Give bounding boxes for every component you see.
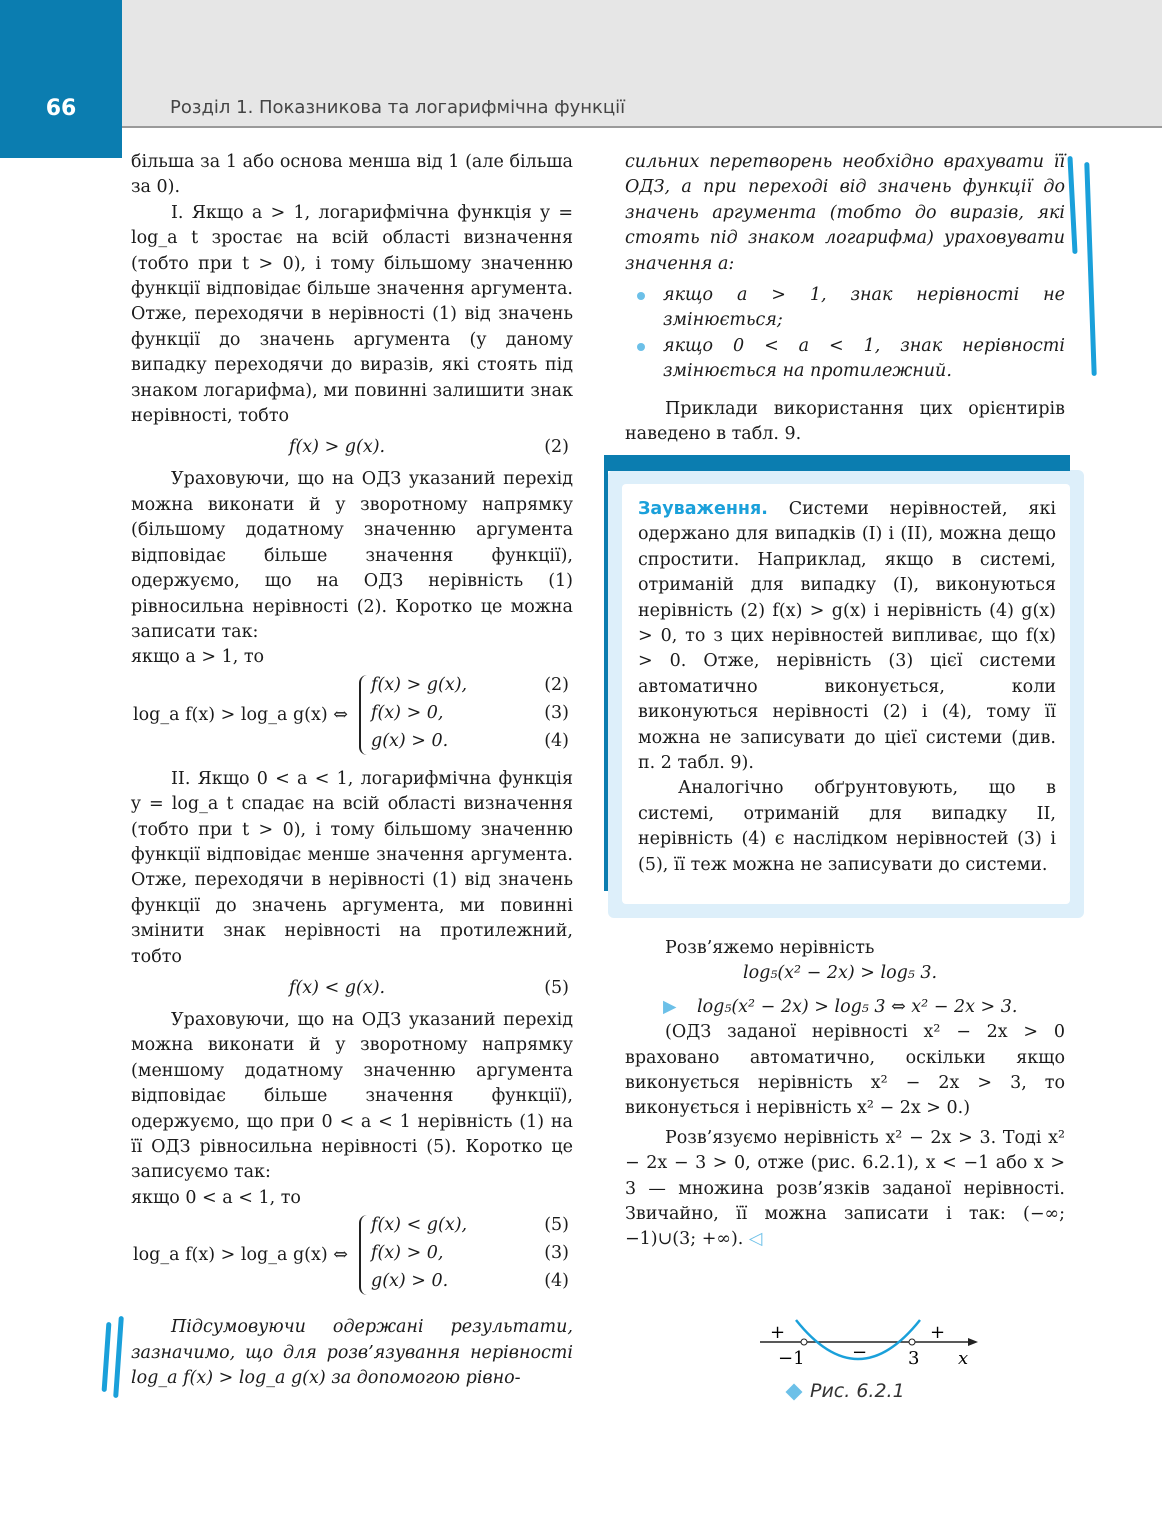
equation-number: (2) xyxy=(544,437,569,458)
system-brace xyxy=(359,1215,371,1295)
bullet-item: якщо a > 1, знак нерівності не змінюється; xyxy=(625,283,1065,334)
note-content xyxy=(638,497,1056,878)
system-row: f(x) > g(x), xyxy=(371,674,468,695)
equation-number: (5) xyxy=(544,977,569,998)
example-block xyxy=(625,936,1065,1253)
left-column xyxy=(131,150,573,1391)
equation-number: (5) xyxy=(544,1215,569,1236)
paragraph: Приклади використання цих орієнтирів наведено в табл. 9. xyxy=(625,398,1065,445)
paragraph: Розв’яжемо нерівність xyxy=(665,938,875,958)
solution-end-icon: ◁ xyxy=(748,1229,763,1250)
system-row: f(x) > 0, xyxy=(371,1243,444,1264)
equation-expression: f(x) > g(x). xyxy=(289,437,386,458)
paragraph xyxy=(625,1126,1065,1253)
margin-stroke xyxy=(1084,162,1096,376)
note-title: Зауваження. xyxy=(638,499,768,519)
note-top-bar xyxy=(604,455,1070,471)
page-number-tab xyxy=(0,0,122,158)
equation-expression: f(x) < g(x). xyxy=(289,977,386,998)
sign-label: + xyxy=(770,1322,786,1343)
sign-chart xyxy=(740,1312,1000,1382)
header-rule xyxy=(122,126,1162,128)
margin-stroke xyxy=(113,1316,124,1398)
tick-label: 3 xyxy=(908,1348,920,1369)
right-column-top xyxy=(625,150,1065,447)
tick-label: −1 xyxy=(778,1348,805,1369)
inequality-system xyxy=(131,673,573,763)
paragraph: II. Якщо 0 < a < 1, логарифмічна функція y = log_a t спадає на всій області визначення (тобто при t > 0), і тому більшому значенню функції відповідає менше значення аргумента. Отже, переходячи в нерівності (1) від значень функції до значень аргумента, ми повинні змінити знак нерівності на протилежний, тобто xyxy=(131,768,573,967)
system-brace xyxy=(359,675,371,755)
inequality-system xyxy=(131,1213,573,1303)
note-text: Системи нерівностей, які одержано для випадків (I) і (II), можна дещо спростити. Наприклад, якщо в системі, отриманій для випадку (I), виконуються нерівність (2) f(x) > g(x) і нерівність (4) g(x) > 0, то з цих нерівностей випливає, що f(x) > 0. Отже, нерівність (3) цієї системи автоматично виконується, коли виконуються нерівності (2) і (4), тому її можна не записувати до цієї системи (див. п. 2 табл. 9). xyxy=(638,499,1056,774)
note-text: Аналогічно обґрунтовують, що в системі, отриманій для випадку II, нерівність (4) є наслідком нерівностей (3) і (5), її теж можна не записувати до системи. xyxy=(638,778,1056,875)
bullet-item: якщо 0 < a < 1, знак нерівності змінюється на протилежний. xyxy=(625,334,1065,385)
axis-label: x xyxy=(958,1348,969,1369)
margin-stroke xyxy=(1067,156,1077,254)
paragraph: якщо a > 1, то xyxy=(131,647,265,668)
equation xyxy=(131,429,573,467)
axis-arrow-icon xyxy=(968,1338,978,1346)
system-row: f(x) > 0, xyxy=(371,702,444,723)
diamond-icon xyxy=(786,1383,803,1400)
summary-paragraph: Підсумовуючи одержані результати, зазначимо, що для розв’язування нерівності log_a f(x) > log_a g(x) за допомогою рівно- xyxy=(131,1317,573,1389)
paragraph: якщо 0 < a < 1, то xyxy=(131,1187,301,1208)
paragraph: більша за 1 або основа менша від 1 (але більша за 0). xyxy=(131,152,573,198)
equation-number: (2) xyxy=(544,674,569,695)
sign-label: − xyxy=(852,1342,868,1363)
system-lhs: log_a f(x) > log_a g(x) ⇔ xyxy=(133,1245,348,1266)
root-point xyxy=(909,1339,915,1345)
system-row: g(x) > 0. xyxy=(371,1271,449,1292)
paragraph: сильних перетворень необхідно врахувати її ОДЗ, а при переході від значень функції до значень аргумента (тобто до виразів, які стоять під знаком логарифма) ураховувати значення a: xyxy=(625,152,1065,274)
paragraph: Ураховуючи, що на ОДЗ указаний перехід можна виконати й у зворотному напрямку (більшому додатному значенню аргумента відповідає більше значення функції), одержуємо, що на ОДЗ нерівність (1) рівносильна нерівності (2). Коротко це можна записати так: xyxy=(131,469,573,642)
paragraph: (ОДЗ заданої нерівності x² − 2x > 0 враховано автоматично, оскільки якщо виконується нерівність x² − 2x > 3, то виконується і нерівність x² − 2x > 0.) xyxy=(625,1022,1065,1119)
root-point xyxy=(801,1339,807,1345)
system-row: g(x) > 0. xyxy=(371,730,449,751)
solution-text: Розв’язуємо нерівність x² − 2x > 3. Тоді x² − 2x − 3 > 0, отже (рис. 6.2.1), x < −1 або x > 3 — множина розв’язків заданої нерівності. Звичайно, її можна записати і так: (−∞; −1)∪(3; +∞). xyxy=(625,1127,1065,1250)
figure-caption xyxy=(788,1380,905,1402)
equation-number: (3) xyxy=(544,1243,569,1264)
page-number: 66 xyxy=(45,96,77,121)
equation-number: (4) xyxy=(544,1271,569,1292)
equation-number: (4) xyxy=(544,730,569,751)
solution-start-icon: ▶ xyxy=(663,996,677,1017)
caption-text: Рис. 6.2.1 xyxy=(810,1380,905,1402)
solution-line: log₅(x² − 2x) > log₅ 3 ⇔ x² − 2x > 3. xyxy=(697,996,1018,1017)
sign-label: + xyxy=(930,1322,946,1343)
equation-number: (3) xyxy=(544,702,569,723)
note-left-bar xyxy=(604,455,608,891)
chapter-title: Розділ 1. Показникова та логарифмічна функції xyxy=(170,97,626,118)
paragraph: I. Якщо a > 1, логарифмічна функція y = log_a t зростає на всій області визначення (тобто при t > 0), і тому більшому значенню функції відповідає більше значення аргумента. Отже, переходячи в нерівності (1) від значень функції до значень аргумента (у даному випадку переходячи до виразів, які стоять під знаком логарифма), ми повинні залишити знак нерівності, тобто xyxy=(131,202,573,427)
paragraph: Ураховуючи, що на ОДЗ указаний перехід можна виконати й у зворотному напрямку (меншому додатному значенню аргумента відповідає більше значення функції), одержуємо, що при 0 < a < 1 нерівність (1) на її ОДЗ рівносильна нерівності (5). Коротко це записуємо так: xyxy=(131,1009,573,1183)
system-row: f(x) < g(x), xyxy=(371,1215,468,1236)
example-equation: log₅(x² − 2x) > log₅ 3. xyxy=(743,963,938,984)
equation xyxy=(131,970,573,1008)
system-lhs: log_a f(x) > log_a g(x) ⇔ xyxy=(133,704,348,725)
margin-stroke xyxy=(102,1322,112,1392)
